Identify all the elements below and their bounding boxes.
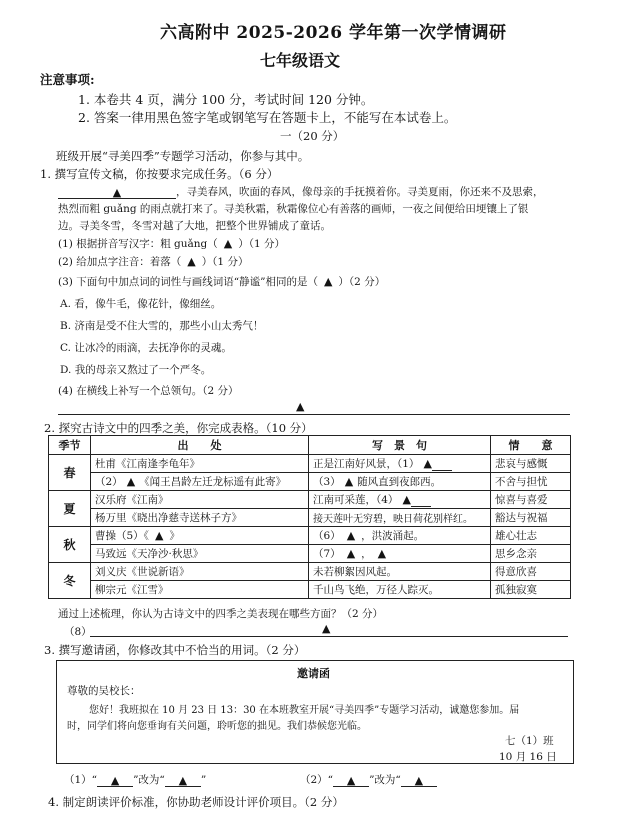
answer-mark: ▲ <box>322 622 331 635</box>
table-row <box>49 455 571 473</box>
answer-mark: ▲ <box>346 529 356 542</box>
q1-title: 1. 撰写宣传文稿，你按要求完成任务。（6 分） <box>40 167 279 181</box>
season-cell: 冬 <box>49 563 91 599</box>
feeling-cell: 雄心壮志 <box>491 527 571 545</box>
section-intro: 班级开展“寻美四季”专题学习活动，你参与其中。 <box>56 149 310 163</box>
scene-cell: 接天莲叶无穷碧，映日荷花别样红。 <box>309 509 491 527</box>
q1-sub1: (1) 根据拼音写汉字：粗 guǎng（ ▲ ）（1 分） <box>58 237 286 250</box>
feeling-cell: 思乡念亲 <box>491 545 571 563</box>
table-header: 季节 <box>49 436 91 455</box>
answer-mark: ▲ <box>178 774 188 787</box>
season-cell: 夏 <box>49 491 91 527</box>
feeling-cell: 不舍与担忧 <box>491 473 571 491</box>
table-row <box>49 509 571 527</box>
answer-mark: ▲ <box>112 186 122 199</box>
scene-cell: （3） ▲ 随风直到夜郎西。 <box>309 473 491 491</box>
answer-mark: ▲ <box>126 475 136 488</box>
scene-cell: 江南可采莲，（4） ▲ <box>309 491 491 509</box>
q1-sub4: (4) 在横线上补写一个总领句。（2 分） <box>58 385 239 397</box>
season-cell: 秋 <box>49 527 91 563</box>
answer-mark: ▲ <box>154 529 164 542</box>
q3-answer-2: （2）“ ▲ ”改为“ ▲ <box>300 772 437 787</box>
source-cell: 刘义庆《世说新语》 <box>91 563 309 581</box>
source-cell: 杨万里《晓出净慈寺送林子方》 <box>91 509 309 527</box>
notice-item: 2. 答案一律用黑色签字笔或钢笔写在答题卡上，不能写在本试卷上。 <box>78 110 457 125</box>
scene-cell: 千山鸟飞绝，万径人踪灭。 <box>309 581 491 599</box>
table-row <box>49 473 571 491</box>
answer-line <box>90 636 568 637</box>
letter-heading: 邀请函 <box>297 667 330 680</box>
letter-date: 10 月 16 日 <box>499 751 557 763</box>
answer-mark: ▲ <box>187 255 196 268</box>
answer-mark: ▲ <box>323 275 333 288</box>
source-cell: 柳宗元《江雪》 <box>91 581 309 599</box>
notice-heading: 注意事项: <box>40 72 95 87</box>
letter-signature: 七（1）班 <box>505 735 554 747</box>
answer-mark: ▲ <box>377 547 387 560</box>
answer-mark: ▲ <box>402 493 411 506</box>
scene-cell: （7） ▲ ， ▲ <box>309 545 491 563</box>
answer-mark: ▲ <box>110 774 120 787</box>
page-title: 六高附中 2025-2026 学年第一次学情调研 <box>160 23 507 43</box>
source-cell: （2） ▲ 《闻王昌龄左迁龙标遥有此寄》 <box>91 473 309 491</box>
q1-passage-line: ▲ ，寻美春风，吹面的春风，像母亲的手抚摸着你。寻美夏雨，你还来不及思索， <box>58 184 544 199</box>
source-cell: 汉乐府《江南》 <box>91 491 309 509</box>
table-header: 出 处 <box>91 436 309 455</box>
answer-mark: ▲ <box>344 475 354 488</box>
scene-cell: （6） ▲ ，洪波涌起。 <box>309 527 491 545</box>
season-cell: 春 <box>49 455 91 491</box>
answer-mark: ▲ <box>296 400 305 413</box>
answer-blank <box>58 186 176 199</box>
q1-passage-line: 热烈而粗 guǎng 的雨点就打来了。寻美秋霜，秋霜像位心有善落的画师，一夜之间便给田埂镶上了银 <box>58 203 529 215</box>
feeling-cell: 悲哀与感慨 <box>491 455 571 473</box>
q3-title: 3. 撰写邀请函，你修改其中不恰当的用词。（2 分） <box>44 643 306 657</box>
source-cell: 杜甫《江南逢李龟年》 <box>91 455 309 473</box>
answer-mark: ▲ <box>423 457 432 470</box>
q1-option: D. 我的母亲又熬过了一个严冬。 <box>60 364 212 376</box>
page-subtitle: 七年级语文 <box>260 51 341 70</box>
notice-item: 1. 本卷共 4 页，满分 100 分，考试时间 120 分钟。 <box>78 92 374 107</box>
q1-option: C. 让冰冷的雨滴，去抚净你的灵魂。 <box>60 342 232 354</box>
table-header: 情 意 <box>491 436 571 455</box>
answer-mark: ▲ <box>346 547 356 560</box>
table-row <box>49 545 571 563</box>
table-row <box>49 527 571 545</box>
q1-sub2: (2) 给加点字注音：着落（ ▲ ）（1 分） <box>58 255 249 268</box>
q4-title: 4. 制定朗读评价标准，你协助老师设计评价项目。（2 分） <box>48 795 344 809</box>
scene-cell: 正是江南好风景，（1） ▲ <box>309 455 491 473</box>
source-cell: 马致远《天净沙·秋思》 <box>91 545 309 563</box>
answer-mark: ▲ <box>414 774 424 787</box>
q1-sub3: (3) 下面句中加点词的词性与画线词语“静谧”相同的是（ ▲ ）（2 分） <box>58 275 386 288</box>
table-header-row <box>49 436 571 455</box>
feeling-cell: 得意欣喜 <box>491 563 571 581</box>
q2-summary-label: （8） <box>64 626 92 638</box>
section-heading: 一（20 分） <box>280 129 345 143</box>
invitation-letter <box>56 660 574 764</box>
table-row <box>49 563 571 581</box>
q2-title: 2. 探究古诗文中的四季之美，你完成表格。（10 分） <box>44 421 313 435</box>
source-cell: 曹操（5）《 ▲ 》 <box>91 527 309 545</box>
letter-body: 时，同学们将向您垂询有关问题，聆听您的拙见。我们恭候您光临。 <box>67 721 367 732</box>
table-header: 写 景 句 <box>309 436 491 455</box>
q3-answer-1: （1）“ ▲ ”改为“ ▲ ” <box>64 774 207 787</box>
q2-summary-question: 通过上述梳理，你认为古诗文中的四季之美表现在哪些方面？（2 分） <box>58 608 384 620</box>
table-row <box>49 581 571 599</box>
q1-passage-line: 边。寻美冬雪，冬雪对越了大地，把整个世界铺成了童话。 <box>58 220 331 232</box>
feeling-cell: 孤独寂寞 <box>491 581 571 599</box>
table-row <box>49 491 571 509</box>
letter-salutation: 尊敬的吴校长： <box>67 685 141 697</box>
answer-line <box>58 414 570 415</box>
feeling-cell: 豁达与祝福 <box>491 509 571 527</box>
feeling-cell: 惊喜与喜爱 <box>491 491 571 509</box>
q1-option: B. 济南是受不住大雪的，那些小山太秀气！ <box>60 320 264 332</box>
seasons-table <box>48 435 571 599</box>
letter-body: 您好！我班拟在 10 月 23 日 13：30 在本班教室开展“寻美四季”专题学习活动，诚邀您参加。届 <box>89 705 520 716</box>
answer-mark: ▲ <box>223 237 233 250</box>
answer-mark: ▲ <box>346 774 356 787</box>
scene-cell: 未若柳絮因风起。 <box>309 563 491 581</box>
q1-option: A. 看，像牛毛，像花针，像细丝。 <box>60 298 222 310</box>
